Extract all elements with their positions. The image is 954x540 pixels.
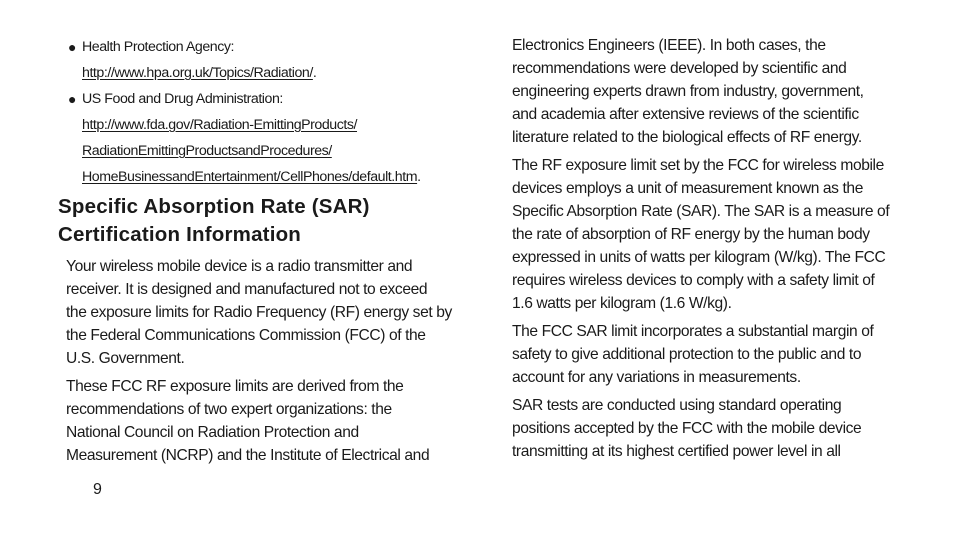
text-line: Measurement (NCRP) and the Institute of Electrical and <box>66 447 430 464</box>
text-line: safety to give additional protection to the public and to <box>512 346 862 363</box>
section-heading <box>58 193 468 249</box>
list-item <box>58 86 468 190</box>
text-line: positions accepted by the FCC with the mobile device <box>512 420 862 437</box>
paragraph-ieee <box>512 34 902 149</box>
fda-link-line-3[interactable]: HomeBusinessandEntertainment/CellPhones/default.htm <box>82 169 418 185</box>
text-line: U.S. Government. <box>66 350 185 367</box>
paragraph-intro <box>66 255 468 370</box>
text-line: These FCC RF exposure limits are derived from the <box>66 378 404 395</box>
text-line: and academia after extensive reviews of the scientific <box>512 106 859 123</box>
text-line: The FCC SAR limit incorporates a substantial margin of <box>512 323 874 340</box>
list-item <box>58 34 468 86</box>
text-line: recommendations of two expert organizations: the <box>66 401 392 418</box>
text-line: receiver. It is designed and manufactured not to exceed <box>66 281 428 298</box>
text-line: 1.6 watts per kilogram (1.6 W/kg). <box>512 295 732 312</box>
text-line: Electronics Engineers (IEEE). In both cases, the <box>512 37 826 54</box>
text-line: the Federal Communications Commission (FCC) of the <box>66 327 426 344</box>
text-line: recommendations were developed by scientific and <box>512 60 847 77</box>
page-number: 9 <box>93 481 102 498</box>
text-line: literature related to the biological effects of RF energy. <box>512 129 862 146</box>
paragraph-safety-margin <box>512 320 902 389</box>
link-suffix: . <box>312 65 317 81</box>
heading-line-1: Specific Absorption Rate (SAR) <box>58 195 370 218</box>
paragraph-limits <box>66 375 468 467</box>
text-line: account for any variations in measurements. <box>512 369 801 386</box>
text-line: expressed in units of watts per kilogram (W/kg). The FCC <box>512 249 886 266</box>
text-line: requires wireless devices to comply with a safety limit of <box>512 272 875 289</box>
text-line: Specific Absorption Rate (SAR). The SAR is a measure of <box>512 203 890 220</box>
bullet-label: Health Protection Agency: <box>82 39 235 55</box>
resource-list <box>58 34 468 190</box>
text-line: The RF exposure limit set by the FCC for wireless mobile <box>512 157 884 174</box>
bullet-link-line[interactable] <box>82 60 468 86</box>
text-line: the rate of absorption of RF energy by the human body <box>512 226 870 243</box>
paragraph-sar-tests <box>512 394 902 463</box>
bullet-icon: ● <box>68 39 77 55</box>
text-line: the exposure limits for Radio Frequency (RF) energy set by <box>66 304 452 321</box>
text-line: devices employs a unit of measurement known as the <box>512 180 863 197</box>
text-line: SAR tests are conducted using standard operating <box>512 397 842 414</box>
text-line: transmitting at its highest certified power level in all <box>512 443 841 460</box>
bullet-label: US Food and Drug Administration: <box>82 91 283 107</box>
bullet-link-line[interactable] <box>82 164 468 190</box>
text-line: National Council on Radiation Protection and <box>66 424 359 441</box>
heading-line-2: Certification Information <box>58 223 302 246</box>
text-line: engineering experts drawn from industry, government, <box>512 83 864 100</box>
fda-link-line-2[interactable]: RadiationEmittingProductsandProcedures/ <box>82 143 332 159</box>
paragraph-sar-definition <box>512 154 902 315</box>
bullet-icon: ● <box>68 91 77 107</box>
hpa-link[interactable]: http://www.hpa.org.uk/Topics/Radiation/ <box>82 65 313 81</box>
fda-link-line-1[interactable]: http://www.fda.gov/Radiation-EmittingProducts/ <box>82 117 358 133</box>
text-line: Your wireless mobile device is a radio transmitter and <box>66 258 413 275</box>
link-suffix: . <box>417 169 421 185</box>
left-column <box>58 34 468 472</box>
right-column <box>512 34 902 468</box>
